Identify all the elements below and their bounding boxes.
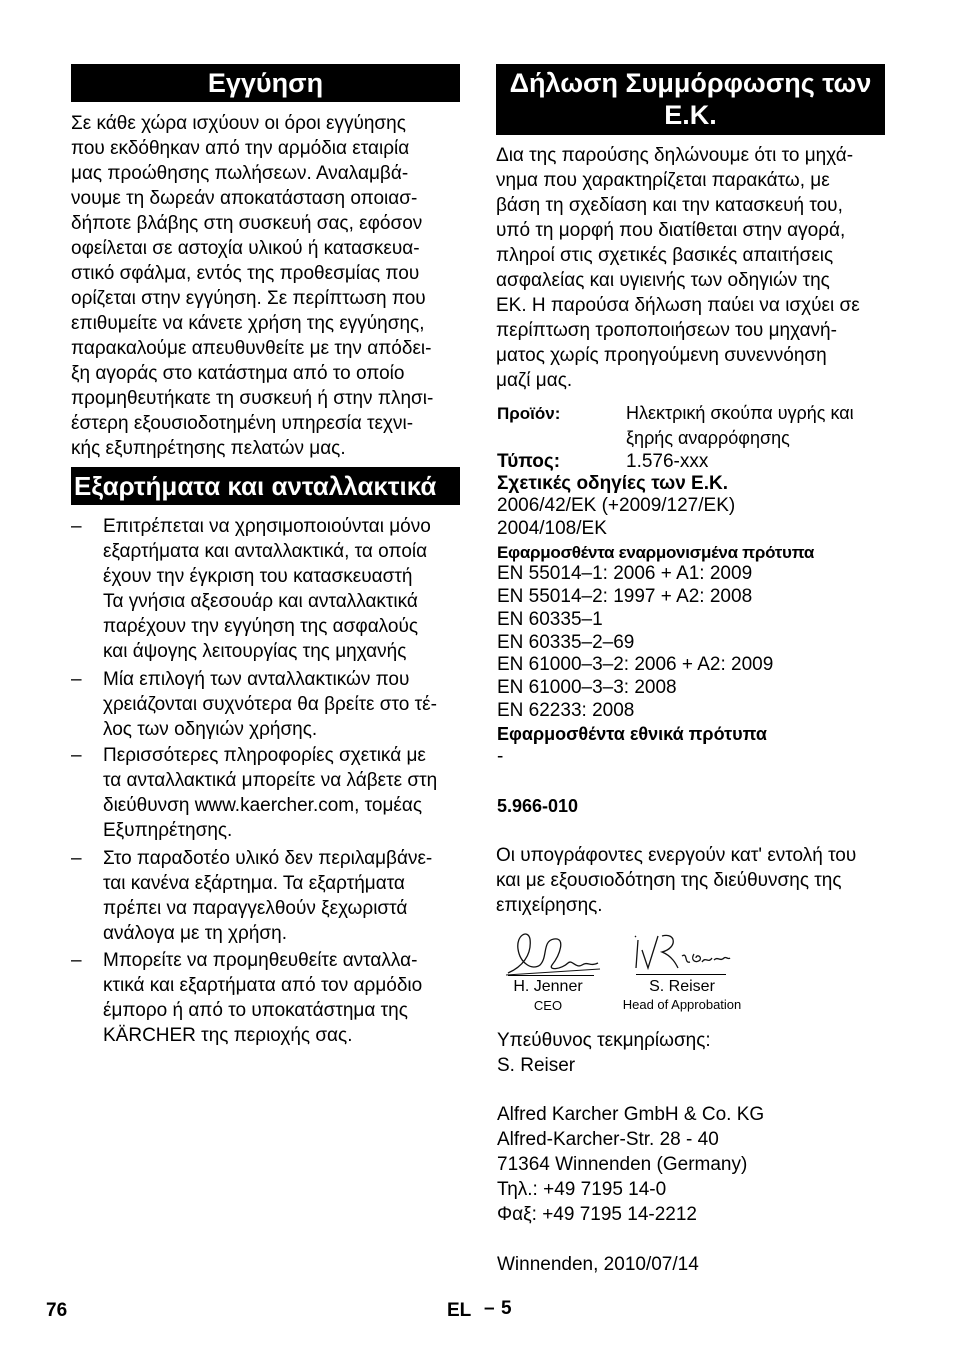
- documentation-label: Υπεύθυνος τεκμηρίωσης:: [497, 1030, 711, 1051]
- footer-separator: –: [484, 1298, 495, 1319]
- footer-language: EL: [447, 1300, 472, 1321]
- product-value: Ηλεκτρική σκούπα υγρής και ξηρής αναρρόφησης: [626, 403, 854, 448]
- list-item: Μπορείτε να προμηθευθείτε ανταλλα- κτικά και εξαρτήματα από τον αρμόδιο έμπορο ή από το υποκατάστημα της KÄRCHER της περιοχής σας.: [103, 950, 423, 1046]
- warranty-heading: Εγγύηση: [71, 64, 460, 102]
- directives-label: Σχετικές οδηγίες των Ε.Κ.: [497, 473, 728, 494]
- product-label: Προϊόν:: [497, 404, 561, 423]
- address-line: Φαξ: +49 7195 14-2212: [497, 1204, 697, 1225]
- standard-item: EN 55014–2: 1997 + A2: 2008: [497, 586, 753, 607]
- page-number: 76: [46, 1300, 68, 1321]
- bullet-dash: –: [71, 950, 82, 971]
- signature-line-reiser: [636, 974, 726, 975]
- signature-title-reiser: Head of Approbation: [622, 997, 742, 1012]
- list-item: Μία επιλογή των ανταλλακτικών που χρειάζονται συχνότερα θα βρείτε στο τέ- λος των οδηγιών χρήσης.: [103, 669, 437, 740]
- signature-title-jenner: CEO: [533, 998, 563, 1013]
- footer-section-page: 5: [501, 1298, 512, 1319]
- address-line: Τηλ.: +49 7195 14-0: [497, 1179, 667, 1200]
- list-item: Περισσότερες πληροφορίες σχετικά με τα ανταλλακτικά μπορείτε να λάβετε στη διεύθυνση www.kaercher.com, τομέας Εξυπηρέτησης.: [103, 745, 438, 841]
- directive-item: 2004/108/EK: [497, 518, 607, 539]
- warranty-text: Σε κάθε χώρα ισχύουν οι όροι εγγύησης που εκδόθηκαν από την αρμόδια εταιρία μας προώθησης πωλήσεων. Αναλαμβά- νουμε τη δωρεάν αποκατάσταση οποιασ- δήποτε βλάβης στη συσκευή σας, εφόσον οφείλεται σε αστοχία υλικού ή κατασκευα- στικό σφάλμα, εντός της προθεσμίας που ορίζεται στην εγγύηση. Σε περίπτωση που επιθυμείτε να κάνετε χρήση της εγγύησης, παρακαλούμε απευθυνθείτε με την απόδει- ξη αγοράς στο κατάστημα από το οποίο προμηθευτήκατε τη συσκευή ή στην πλησι- έστερη εξουσιοδοτημένη υπηρεσία τεχνι- κής εξυπηρέτησης πελατών μας.: [71, 113, 434, 459]
- list-item: Επιτρέπεται να χρησιμοποιούνται μόνο εξαρτήματα και ανταλλακτικά, τα οποία έχουν την έγκριση του κατασκευαστή Τα γνήσια αξεσουάρ και ανταλλακτικά παρέχουν την εγγύηση της ασφαλούς και άψογης λειτουργίας της μηχανής: [103, 516, 431, 662]
- standard-item: EN 62233: 2008: [497, 700, 635, 721]
- place-date: Winnenden, 2010/07/14: [497, 1254, 699, 1275]
- standard-item: EN 61000–3–2: 2006 + A2: 2009: [497, 654, 774, 675]
- documentation-person: S. Reiser: [497, 1055, 576, 1076]
- signature-name-reiser: S. Reiser: [649, 978, 715, 995]
- address-line: 71364 Winnenden (Germany): [497, 1154, 748, 1175]
- bullet-dash: –: [71, 745, 82, 766]
- signature-name-jenner: H. Jenner: [513, 978, 583, 995]
- type-value: 1.576-xxx: [626, 451, 709, 472]
- declaration-heading: Δήλωση Συμμόρφωσης των Ε.Κ.: [496, 64, 885, 135]
- address-line: Alfred Karcher GmbH & Co. KG: [497, 1104, 765, 1125]
- bullet-dash: –: [71, 848, 82, 869]
- bullet-dash: –: [71, 516, 82, 537]
- document-number: 5.966-010: [497, 796, 579, 816]
- signature-jenner: [502, 925, 602, 980]
- parts-heading: Εξαρτήματα και ανταλλακτικά: [71, 467, 460, 505]
- address-line: Alfred-Karcher-Str. 28 - 40: [497, 1129, 719, 1150]
- standard-item: EN 60335–2–69: [497, 632, 635, 653]
- signature-reiser: [632, 930, 732, 975]
- type-label: Τύπος:: [497, 451, 561, 472]
- harmonized-label: Εφαρμοσθέντα εναρμονισμένα πρότυπα: [497, 543, 814, 562]
- national-standards-label: Εφαρμοσθέντα εθνικά πρότυπα: [497, 724, 767, 744]
- standard-item: EN 61000–3–3: 2008: [497, 677, 677, 698]
- list-item: Στο παραδοτέο υλικό δεν περιλαμβάνε- ται κανένα εξάρτημα. Τα εξαρτήματα πρέπει να παραγγελθούν ξεχωριστά ανάλογα με τη χρήση.: [103, 848, 433, 944]
- signature-line-jenner: [508, 975, 594, 976]
- signatories-text: Οι υπογράφοντες ενεργούν κατ' εντολή του και με εξουσιοδότηση της διεύθυνσης της επιχείρησης.: [496, 845, 857, 916]
- directive-item: 2006/42/EK (+2009/127/EK): [497, 495, 736, 516]
- declaration-intro: Δια της παρούσης δηλώνουμε ότι το μηχά- νημα που χαρακτηρίζεται παρακάτω, με βάση τη σχεδίαση και την κατασκευή του, υπό τη μορφή που διατίθεται στην αγορά, πληροί στις σχετικές βασικές απαιτήσεις ασφαλείας και υγιεινής των οδηγιών της ΕΚ. Η παρούσα δήλωση παύει να ισχύει σε περίπτωση τροποποιήσεων του μηχανή- ματος χωρίς προηγούμενη συνεννόηση μαζί μας.: [496, 145, 860, 391]
- standard-item: EN 60335–1: [497, 609, 603, 630]
- bullet-dash: –: [71, 669, 82, 690]
- standard-item: EN 55014–1: 2006 + A1: 2009: [497, 563, 753, 584]
- national-standards-value: -: [497, 746, 504, 767]
